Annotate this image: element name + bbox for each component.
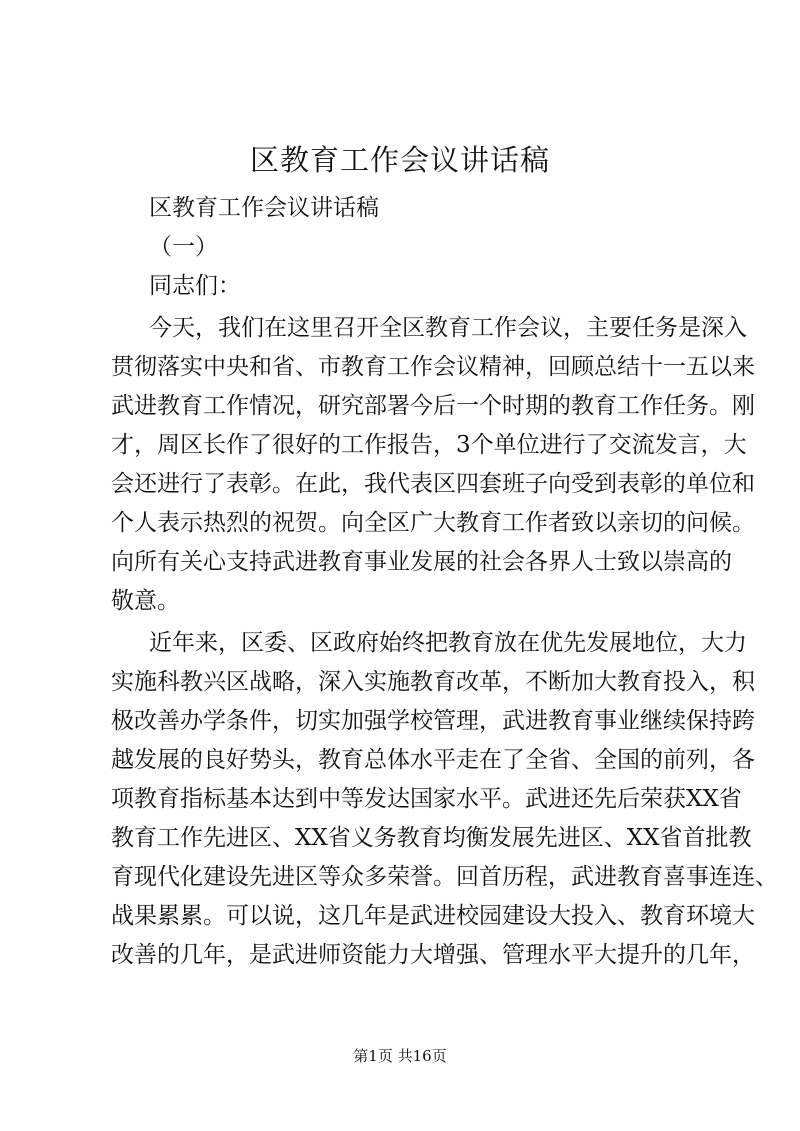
paragraph-1-line-7: 向所有关心支持武进教育事业发展的社会各界人士致以崇高的 [111,549,732,575]
document-title: 区教育工作会议讲话稿 [249,143,550,177]
paragraph-2-line-2: 实施科教兴区战略，深入实施教育改革，不断加大教育投入，积 [111,669,755,695]
paragraph-2-line-7: 育现代化建设先进区等众多荣誉。回首历程，武进教育喜事连连、 [111,864,778,890]
paragraph-1-line-2: 贯彻落实中央和省、市教育工作会议精神，回顾总结十一五以来 [111,354,755,380]
section-label: （一） [149,234,218,260]
paragraph-1-line-6: 个人表示热烈的祝贺。向全区广大教育工作者致以亲切的问候。 [111,510,755,536]
paragraph-2-line-9: 改善的几年，是武进师资能力大增强、管理水平大提升的几年， [111,942,755,968]
paragraph-1-line-3: 武进教育工作情况，研究部署今后一个时期的教育工作任务。刚 [111,393,755,419]
document-subtitle: 区教育工作会议讲话稿 [149,195,379,221]
paragraph-2-line-4: 越发展的良好势头，教育总体水平走在了全省、全国的前列，各 [111,747,755,773]
salutation: 同志们： [149,273,241,299]
paragraph-2-line-6: 教育工作先进区、XX省义务教育均衡发展先进区、XX省首批教 [111,825,752,851]
paragraph-1-line-5: 会还进行了表彰。在此，我代表区四套班子向受到表彰的单位和 [111,471,755,497]
paragraph-1-line-1: 今天，我们在这里召开全区教育工作会议，主要任务是深入 [149,315,747,341]
paragraph-1-line-4: 才，周区长作了很好的工作报告，3个单位进行了交流发言，大 [111,432,747,458]
paragraph-2-line-3: 极改善办学条件，切实加强学校管理，武进教育事业继续保持跨 [111,708,755,734]
paragraph-2-line-1: 近年来，区委、区政府始终把教育放在优先发展地位，大力 [149,630,747,656]
paragraph-1-line-8: 敬意。 [111,588,180,614]
paragraph-2-line-5: 项教育指标基本达到中等发达国家水平。武进还先后荣获XX省 [111,786,742,812]
paragraph-2-line-8: 战果累累。可以说，这几年是武进校园建设大投入、教育环境大 [111,903,755,929]
page-footer: 第1页 共16页 [353,1047,447,1065]
